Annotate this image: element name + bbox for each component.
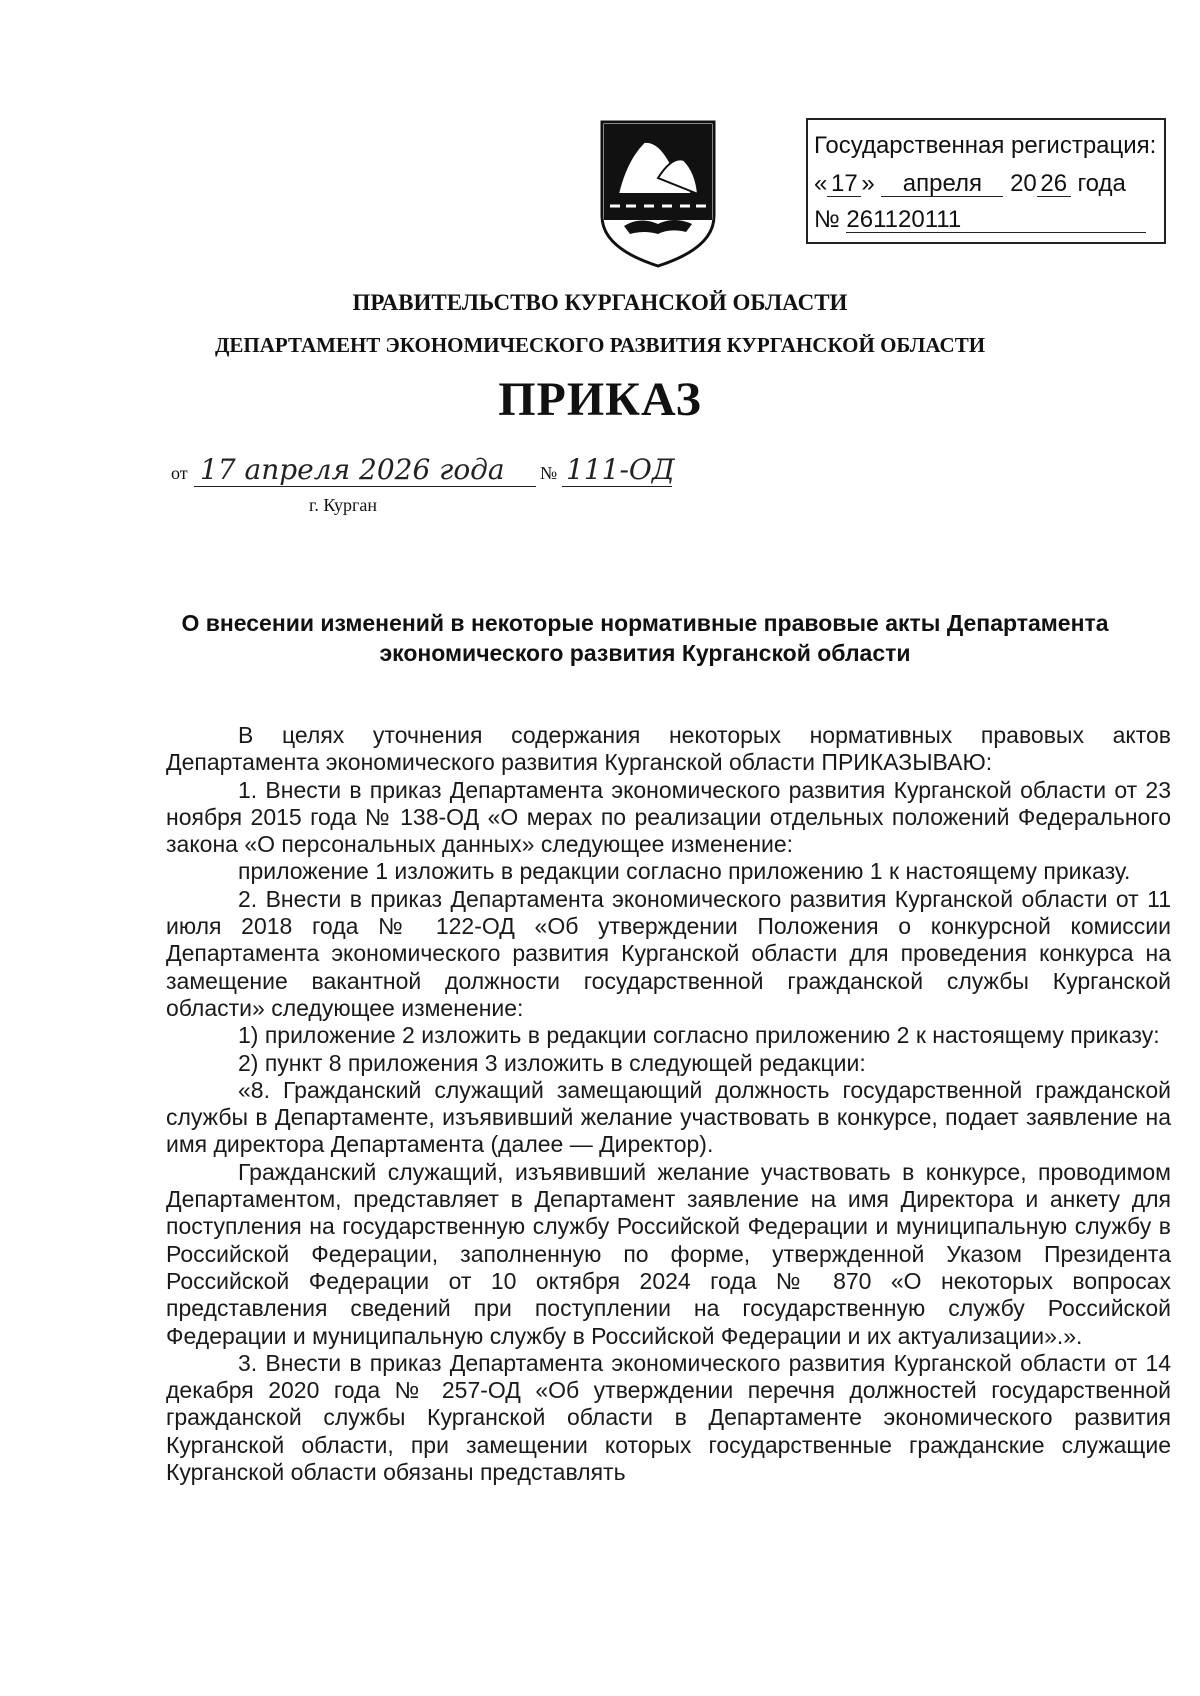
order-date-handwritten: 17 апреля 2026 года [200, 453, 505, 486]
from-label: от [171, 463, 188, 483]
registration-year-prefix: 20 [1010, 170, 1037, 197]
registration-number-line [814, 206, 1146, 234]
registration-label: Государственная регистрация: [814, 132, 1157, 159]
registration-year-suffix: 26 [1037, 172, 1071, 197]
document-title: О внесении изменений в некоторые нормативные правовые акты Департамента экономического развития Курганской области [181, 610, 1109, 666]
number-underline [562, 486, 672, 487]
paragraph-item-2-2: 2) пункт 8 приложения 3 изложить в следующей редакции: [238, 1049, 866, 1076]
document-type-title: ПРИКАЗ [498, 373, 702, 426]
paragraph-clause-8: «8. Гражданский служащий замещающий должность государственной гражданской службы в Департаменте, изъявивший желание участвовать в конкурсе, подает заявление на имя директора Департамента (далее — Директор). [166, 1076, 1171, 1158]
city-label: г. Курган [309, 495, 378, 515]
quote-open: « [814, 170, 828, 197]
registration-date-line [814, 170, 1126, 198]
registration-number: 261120111 [846, 208, 1146, 233]
order-number-handwritten: 111-ОД [566, 453, 675, 486]
coat-of-arms-emblem [600, 120, 716, 268]
paragraph-item-1-change: приложение 1 изложить в редакции согласно приложению 1 к настоящему приказу. [238, 858, 1131, 885]
state-registration-box [806, 118, 1166, 244]
document-body [166, 722, 1171, 1486]
paragraph-item-2: 2. Внести в приказ Департамента экономического развития Курганской области от 11 июля 2018 года № 122-ОД «Об утверждении Положения о конкурсной комиссии Департамента экономического развития Курганской области для проведения конкурса на замещение вакантной должности государственной гражданской службы Курганской области» следующее изменение: [166, 885, 1171, 1021]
quote-close: » [861, 170, 875, 197]
paragraph-item-3: 3. Внести в приказ Департамента экономического развития Курганской области от 14 декабря 2020 года № 257-ОД «Об утверждении перечня должностей государственной гражданской службы Курганской области в Департаменте экономического развития Курганской области, при замещении которых государственные гражданские служащие Курганской области обязаны представлять [166, 1349, 1171, 1486]
registration-day: 17 [827, 172, 861, 197]
registration-number-prefix: № [814, 206, 840, 233]
paragraph-item-1: 1. Внести в приказ Департамента экономического развития Курганской области от 23 ноября 2015 года № 138-ОД «О мерах по реализации отдельных положений Федерального закона «О персональных данных» следующее изменение: [166, 776, 1171, 858]
registration-year-word: года [1077, 170, 1126, 197]
date-underline [194, 486, 536, 487]
department-heading: ДЕПАРТАМЕНТ ЭКОНОМИЧЕСКОГО РАЗВИТИЯ КУРГАНСКОЙ ОБЛАСТИ [214, 333, 986, 357]
number-label: № [540, 463, 558, 483]
paragraph-intro: В целях уточнения содержания некоторых нормативных правовых актов Департамента экономического развития Курганской области ПРИКАЗЫВАЮ: [166, 722, 1171, 776]
paragraph-item-2-1: 1) приложение 2 изложить в редакции согласно приложению 2 к настоящему приказу: [238, 1022, 1160, 1049]
government-heading: ПРАВИТЕЛЬСТВО КУРГАНСКОЙ ОБЛАСТИ [352, 290, 848, 315]
paragraph-clause-8-cont: Гражданский служащий, изъявивший желание участвовать в конкурсе, проводимом Департаментом, представляет в Департамент заявление на имя Директора и анкету для поступления на государственную службу Российской Федерации и муниципальную службу в Российской Федерации, заполненную по форме, утвержденной Указом Президента Российской Федерации от 10 октября 2024 года № 870 «О некоторых вопросах представления сведений при поступлении на государственную службу Российской Федерации и муниципальную службу в Российской Федерации и их актуализации».». [166, 1158, 1171, 1349]
registration-month: апреля [881, 172, 1003, 197]
